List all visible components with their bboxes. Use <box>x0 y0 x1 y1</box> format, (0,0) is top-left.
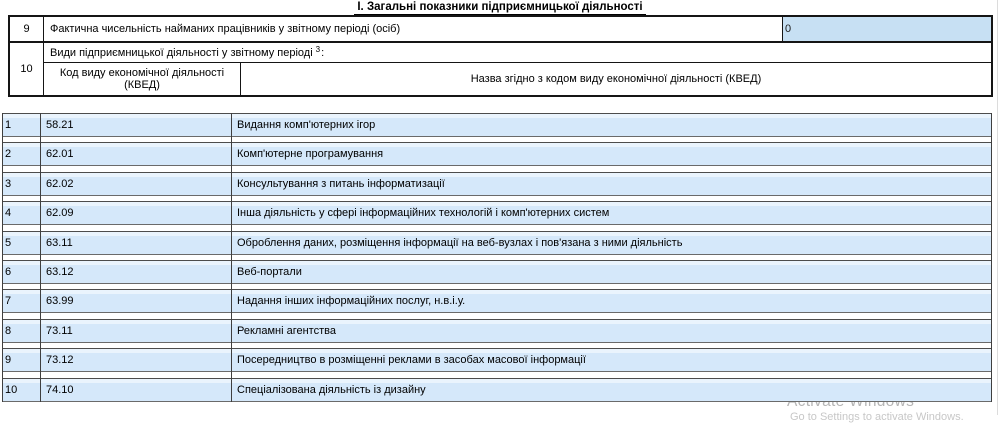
table-row <box>2 231 992 255</box>
row-number: 10 <box>5 383 18 396</box>
kved-name-cell[interactable]: Консультування з питань інформатизації <box>237 177 445 190</box>
row-number: 3 <box>5 177 12 190</box>
kved-code-cell[interactable]: 62.09 <box>46 207 74 220</box>
activate-windows-watermark-line2: Go to Settings to activate Windows. <box>790 411 964 423</box>
kved-name-cell[interactable]: Оброблення даних, розміщення інформації на веб-вузлах і пов'язана з ними діяльність <box>237 236 683 249</box>
kved-name-cell[interactable]: Комп'ютерне програмування <box>237 148 384 161</box>
row-9-label: Фактична чисельність найманих працівників у звітному періоді (осіб) <box>50 23 401 35</box>
table-row <box>2 201 992 225</box>
activity-types-subtitle-text: Види підприємницької діяльності у звітному періоді <box>50 46 313 59</box>
kved-name-cell[interactable]: Інша діяльність у сфері інформаційних технологій і комп'ютерних систем <box>237 207 610 220</box>
kved-name-cell[interactable]: Видання комп'ютерних ігор <box>237 119 376 131</box>
kved-code-cell[interactable]: 74.10 <box>46 383 74 396</box>
row-number: 9 <box>5 354 12 367</box>
row-10-number: 10 <box>10 43 44 95</box>
kved-code-cell[interactable]: 73.11 <box>46 324 73 337</box>
kved-code-cell[interactable]: 63.12 <box>46 265 74 278</box>
kved-name-cell[interactable]: Рекламні агентства <box>237 324 336 337</box>
kved-name-cell[interactable]: Надання інших інформаційних послуг, н.в.і.у. <box>237 295 466 308</box>
kved-code-cell[interactable]: 63.99 <box>46 295 74 308</box>
row-number: 7 <box>5 295 12 308</box>
kved-header-row <box>44 63 991 95</box>
row-number: 5 <box>5 236 12 249</box>
general-indicators-table <box>8 15 993 97</box>
employees-count-field[interactable]: 0 <box>782 17 991 41</box>
grid-line-left <box>2 113 3 402</box>
table-row <box>2 289 992 313</box>
table-row <box>2 378 992 402</box>
row-number: 2 <box>5 148 12 161</box>
kved-code-cell[interactable]: 62.02 <box>46 177 74 190</box>
kved-name-header: Назва згідно з кодом виду економічної діяльності (КВЕД) <box>470 73 762 85</box>
table-row <box>2 319 992 343</box>
grid-line-after-code <box>231 113 232 402</box>
kved-name-cell[interactable]: Веб-портали <box>237 265 302 278</box>
row-10 <box>10 43 991 95</box>
table-row <box>2 348 992 372</box>
grid-line-after-number <box>40 113 41 402</box>
table-row <box>2 142 992 166</box>
page-title <box>0 1 1000 15</box>
table-row <box>2 172 992 196</box>
activity-types-subtitle-colon: : <box>321 46 325 59</box>
grid-line-right <box>991 113 992 402</box>
kved-name-cell[interactable]: Посередництво в розміщенні реклами в засобах масової інформації <box>237 354 586 367</box>
row-number: 4 <box>5 207 12 220</box>
activity-types-subtitle: Види підприємницької діяльності у звітному періоді 3 : <box>44 43 991 63</box>
kved-activity-table <box>2 113 992 402</box>
section-title-text: І. Загальні показники підприємницької діяльності <box>354 1 645 15</box>
kved-code-header: Код виду економічної діяльності (КВЕД) <box>44 63 241 95</box>
row-number: 6 <box>5 265 12 278</box>
row-number: 1 <box>5 119 12 131</box>
row-9 <box>10 17 991 43</box>
kved-code-cell[interactable]: 58.21 <box>46 119 74 131</box>
kved-name-cell[interactable]: Спеціалізована діяльність із дизайну <box>237 383 426 396</box>
row-9-number: 9 <box>10 17 44 41</box>
page-edge-line <box>997 0 998 415</box>
kved-code-cell[interactable]: 63.11 <box>46 236 73 249</box>
row-number: 8 <box>5 324 12 337</box>
table-row <box>2 260 992 284</box>
table-row <box>2 113 992 137</box>
kved-code-cell[interactable]: 73.12 <box>46 354 74 367</box>
kved-code-cell[interactable]: 62.01 <box>46 148 74 161</box>
kved-rows <box>2 113 992 402</box>
